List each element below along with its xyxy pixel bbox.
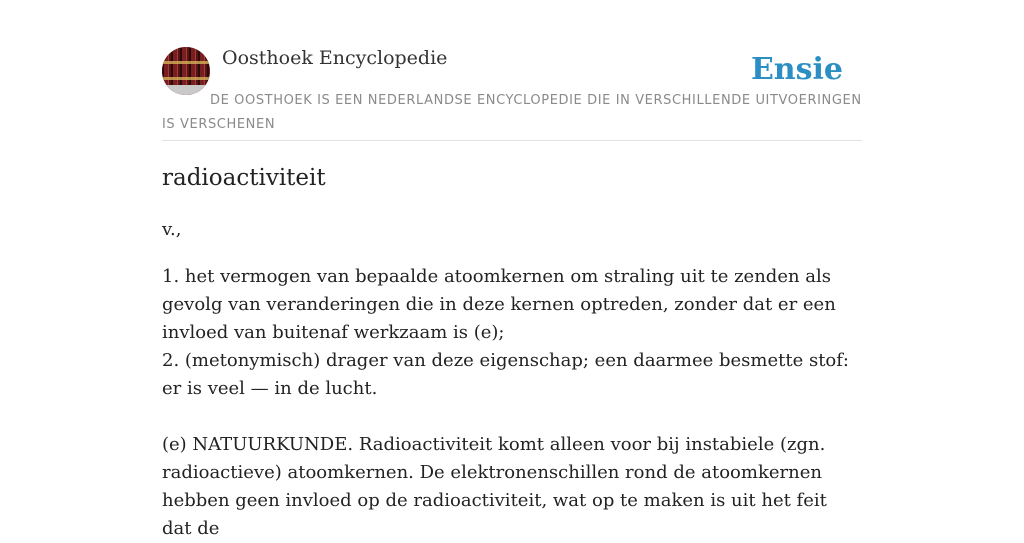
definition-1: 1. het vermogen van bepaalde atoomkernen om straling uit te zenden als gevolg van veranderingen die in deze kernen optreden, zonder dat er een invloed van buitenaf werkzaam is (e); bbox=[162, 266, 836, 343]
book-band-graphic bbox=[162, 77, 210, 80]
entry-body bbox=[162, 263, 862, 543]
encyclopedia-books-avatar[interactable] bbox=[162, 47, 210, 95]
book-band-graphic bbox=[162, 61, 210, 64]
site-tagline: DE OOSTHOEK IS EEN NEDERLANDSE ENCYCLOPEDIE DIE IN VERSCHILLENDE UITVOERINGEN IS VERSCHENEN bbox=[162, 93, 862, 132]
paragraph-gap bbox=[162, 403, 862, 431]
page bbox=[162, 0, 862, 539]
site-name-link[interactable]: Oosthoek Encyclopedie bbox=[222, 47, 448, 69]
encyclopedic-note: (e) NATUURKUNDE. Radioactiviteit komt alleen voor bij instabiele (zgn. radioactieve) atoomkernen. De elektronenschillen rond de atoomkernen hebben geen invloed op de radioactiviteit, wat op te maken is uit het feit dat de bbox=[162, 434, 827, 539]
part-of-speech: v., bbox=[162, 219, 182, 240]
definition-2: 2. (metonymisch) drager van deze eigenschap; een daarmee besmette stof: er is veel — in de lucht. bbox=[162, 350, 849, 399]
site-header bbox=[162, 0, 862, 141]
brand-logo-link[interactable]: Ensie bbox=[750, 52, 843, 87]
entry-title: radioactiviteit bbox=[162, 165, 326, 191]
